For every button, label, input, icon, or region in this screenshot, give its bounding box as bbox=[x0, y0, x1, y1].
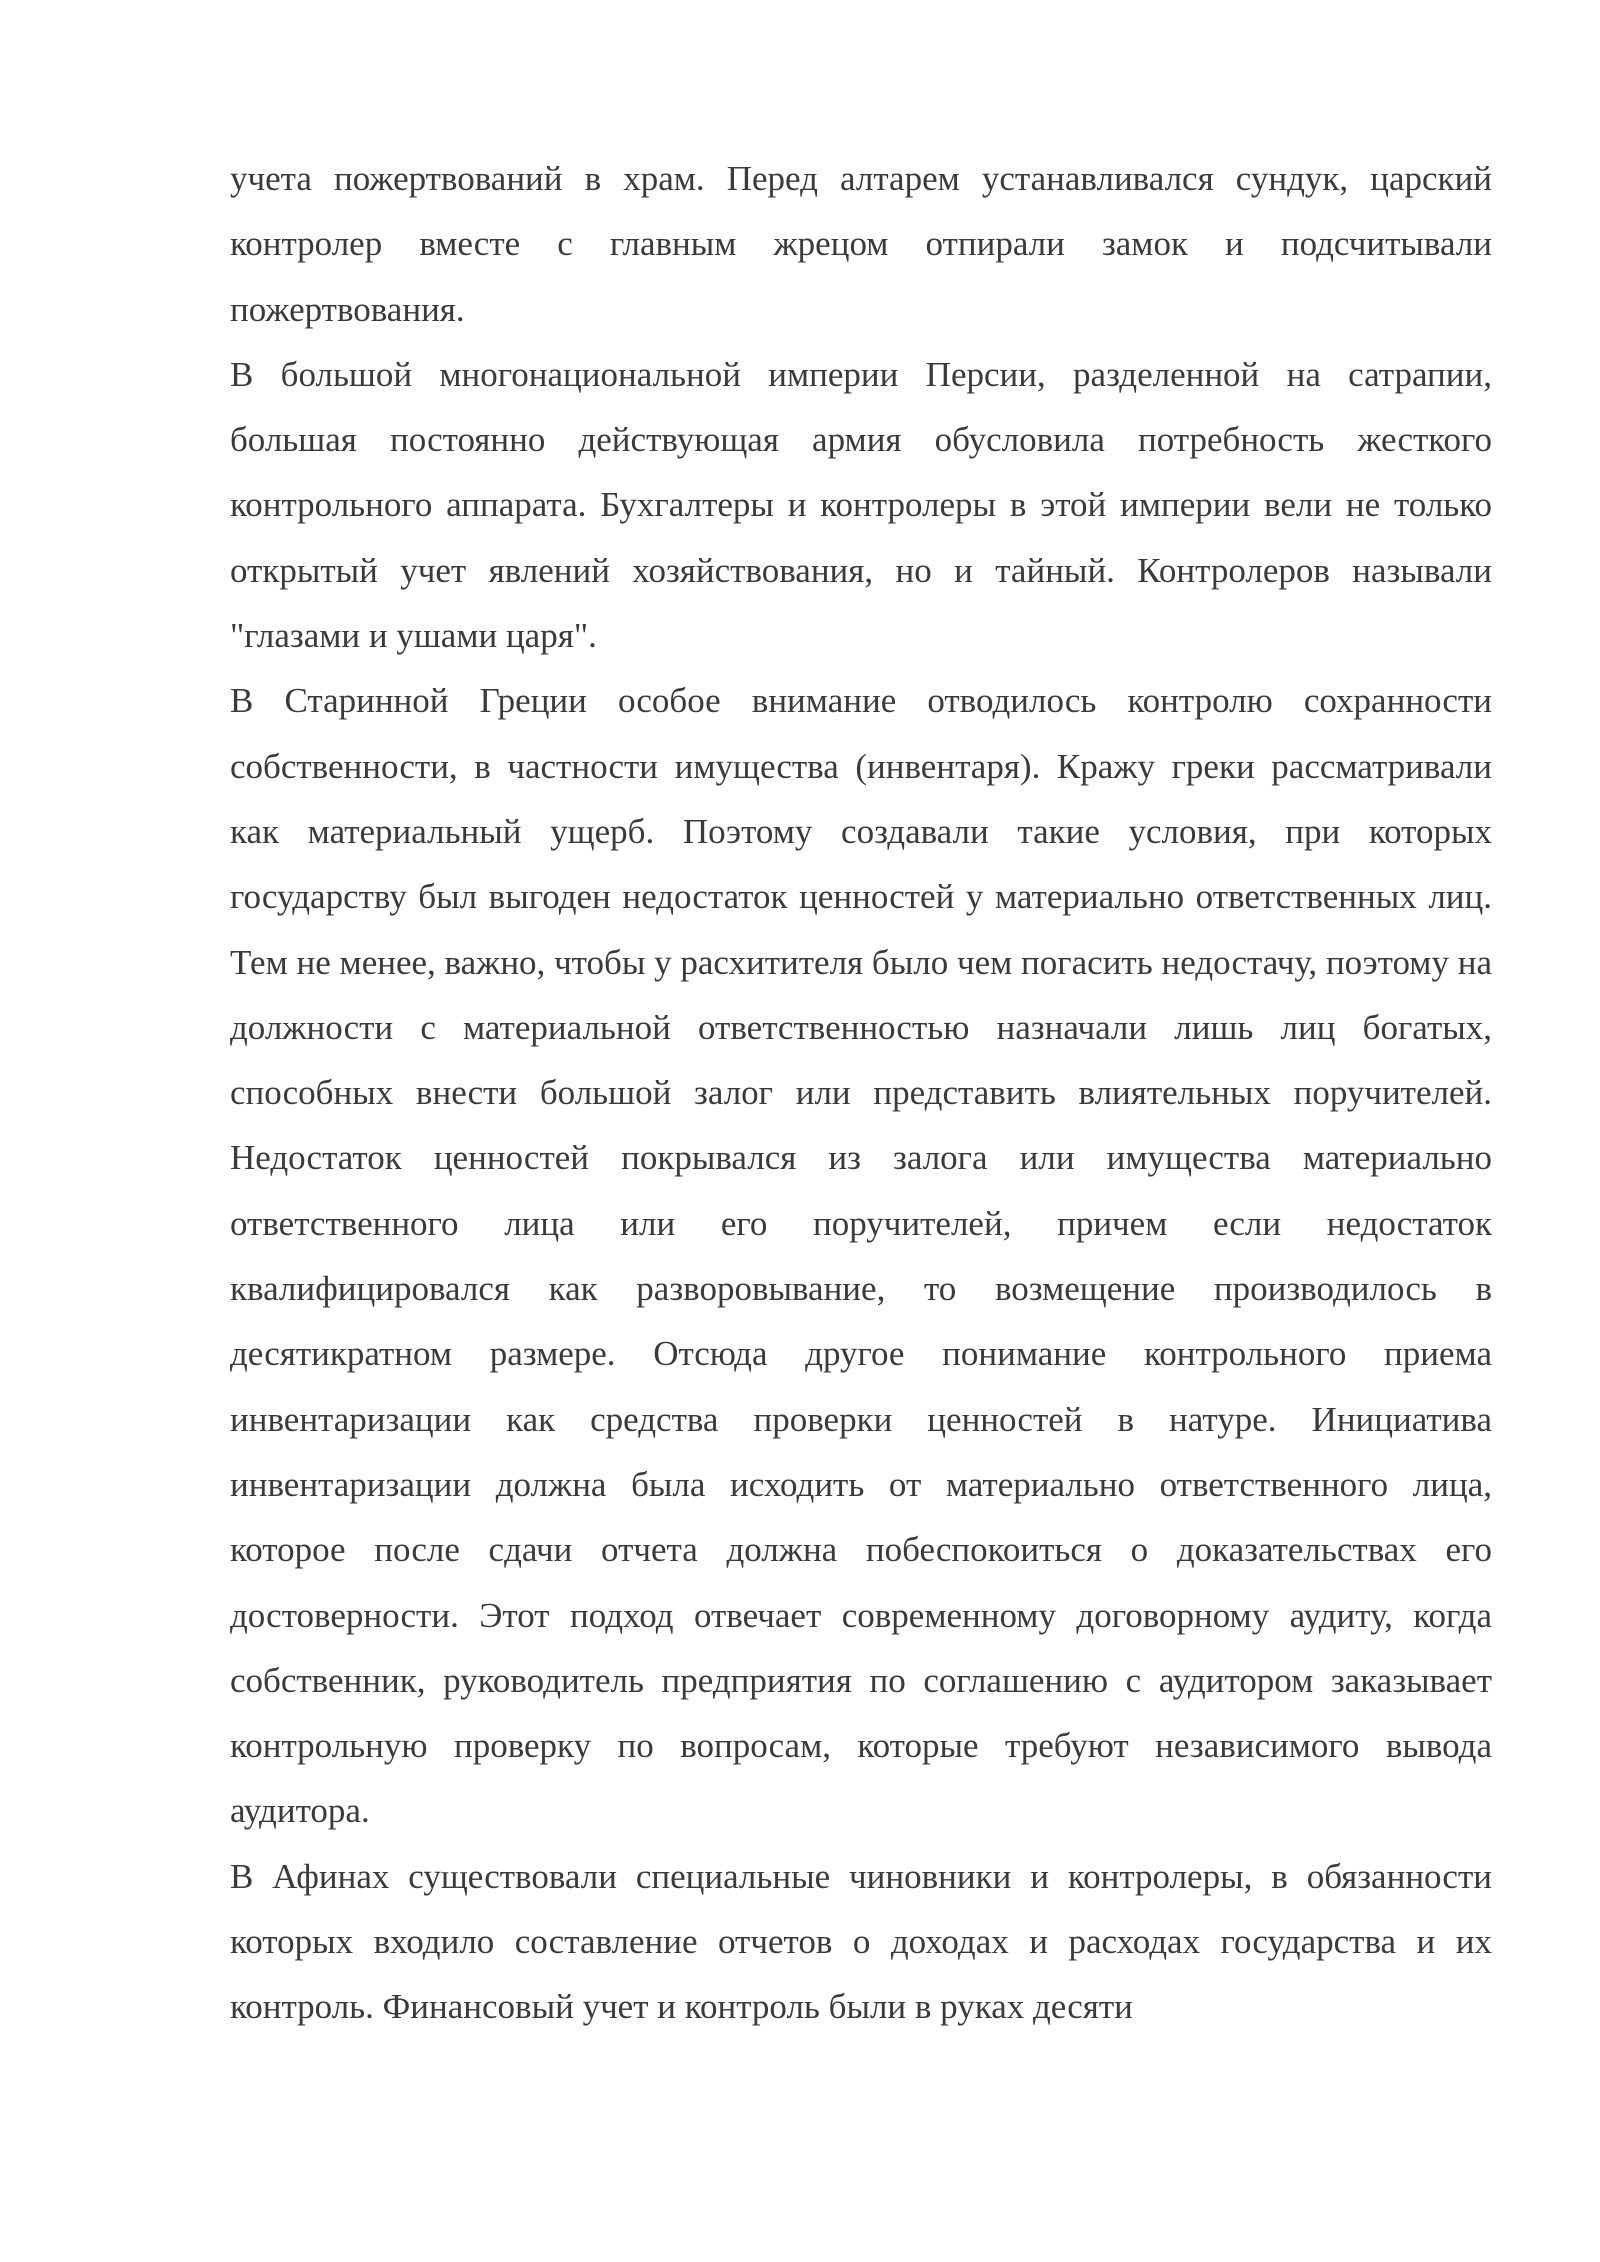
paragraph-greece: В Старинной Греции особое внимание отводилось контролю сохранности собственности, в частности имущества (инвентаря). Кражу греки рассматривали как материальный ущерб. Поэтому создавали такие условия, при которых государству был выгоден недостаток ценностей у материально ответственных лиц. Тем не менее, важно, чтобы у расхитителя было чем погасить недостачу, поэтому на должности с материальной ответственностью назначали лишь лиц богатых, способных внести большой залог или представить влиятельных поручителей. Недостаток ценностей покрывался из залога или имущества материально ответственного лица или его поручителей, причем если недостаток квалифицировался как разворовывание, то возмещение производилось в десятикратном размере. Отсюда другое понимание контрольного приема инвентаризации как средства проверки ценностей в натуре. Инициатива инвентаризации должна была исходить от материально ответственного лица, которое после сдачи отчета должна побеспокоиться о доказательствах его достоверности. Этот подход отвечает современному договорному аудиту, когда собственник, руководитель предприятия по соглашению с аудитором заказывает контрольную проверку по вопросам, которые требуют независимого вывода аудитора. bbox=[230, 681, 1492, 1831]
paragraph-athens: В Афинах существовали специальные чиновники и контролеры, в обязанности которых входило составление отчетов о доходах и расходах государства и их контроль. Финансовый учет и контроль были в руках десяти bbox=[230, 1856, 1492, 2027]
paragraph-persia: В большой многонациональной империи Персии, разделенной на сатрапии, большая постоянно действующая армия обусловила потребность жесткого контрольного аппарата. Бухгалтеры и контролеры в этой империи вели не только открытый учет явлений хозяйствования, но и тайный. Контролеров называли "глазами и ушами царя". bbox=[230, 354, 1492, 656]
paragraph-temple-donations: учета пожертвований в храм. Перед алтарем устанавливался сундук, царский контролер вместе с главным жрецом отпирали замок и подсчитывали пожертвования. bbox=[230, 159, 1492, 329]
document-body bbox=[230, 146, 1492, 2040]
